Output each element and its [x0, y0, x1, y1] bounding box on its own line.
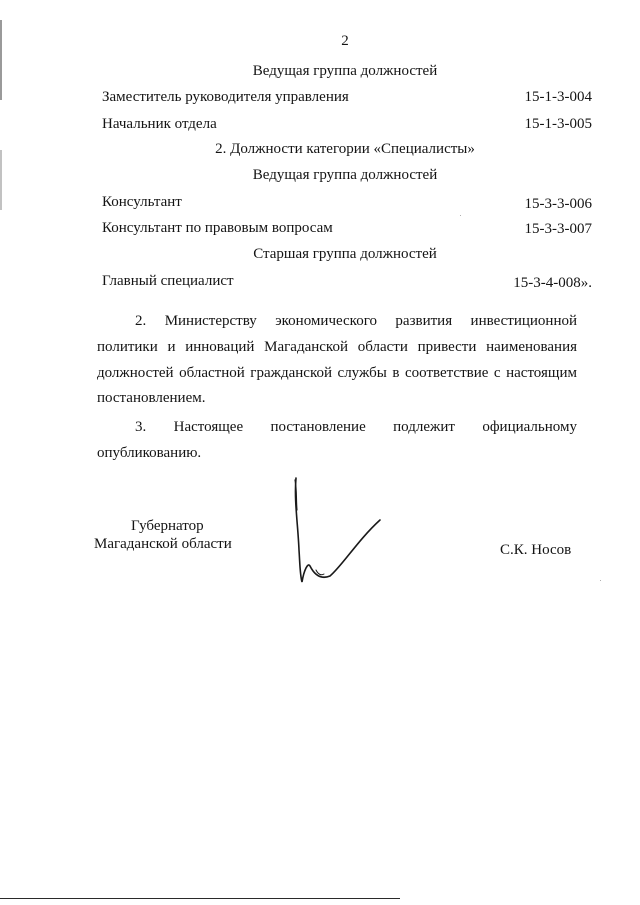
- signatory-position: Губернатор: [131, 518, 204, 534]
- scan-speck: [600, 580, 601, 581]
- position-code: 15-3-4-008».: [513, 275, 592, 291]
- page-number: 2: [341, 33, 349, 49]
- position-code: 15-1-3-004: [524, 89, 592, 105]
- position-code: 15-3-3-007: [524, 221, 592, 237]
- section-heading-lead-group: Ведущая группа должностей: [252, 167, 438, 183]
- paragraph-line: должностей областной гражданской службы в соответствие с настоящим: [97, 365, 577, 381]
- paragraph-line: 2. Министерству экономического развития инвестиционной: [135, 313, 577, 329]
- paragraph-line: политики и инноваций Магаданской области привести наименования: [97, 339, 577, 355]
- category-heading: 2. Должности категории «Специалисты»: [215, 141, 475, 157]
- position-code: 15-1-3-005: [524, 116, 592, 132]
- paragraph-line: опубликованию.: [97, 445, 202, 461]
- position-title: Главный специалист: [102, 273, 234, 289]
- scan-speck: [460, 215, 461, 216]
- paragraph-line: постановлением.: [97, 390, 206, 406]
- section-heading-lead-group: Ведущая группа должностей: [252, 63, 438, 79]
- bottom-rule: [0, 898, 400, 899]
- paragraph-line: 3. Настоящее постановление подлежит официальному: [135, 419, 577, 435]
- position-title: Начальник отдела: [102, 116, 217, 132]
- signatory-name: С.К. Носов: [500, 542, 572, 558]
- position-title: Консультант по правовым вопросам: [102, 220, 333, 236]
- section-heading-senior-group: Старшая группа должностей: [253, 246, 437, 262]
- signatory-position: Магаданской области: [94, 536, 232, 552]
- position-title: Консультант: [102, 194, 182, 210]
- position-code: 15-3-3-006: [524, 196, 592, 212]
- position-title: Заместитель руководителя управления: [102, 89, 349, 105]
- handwritten-signature: [280, 470, 400, 595]
